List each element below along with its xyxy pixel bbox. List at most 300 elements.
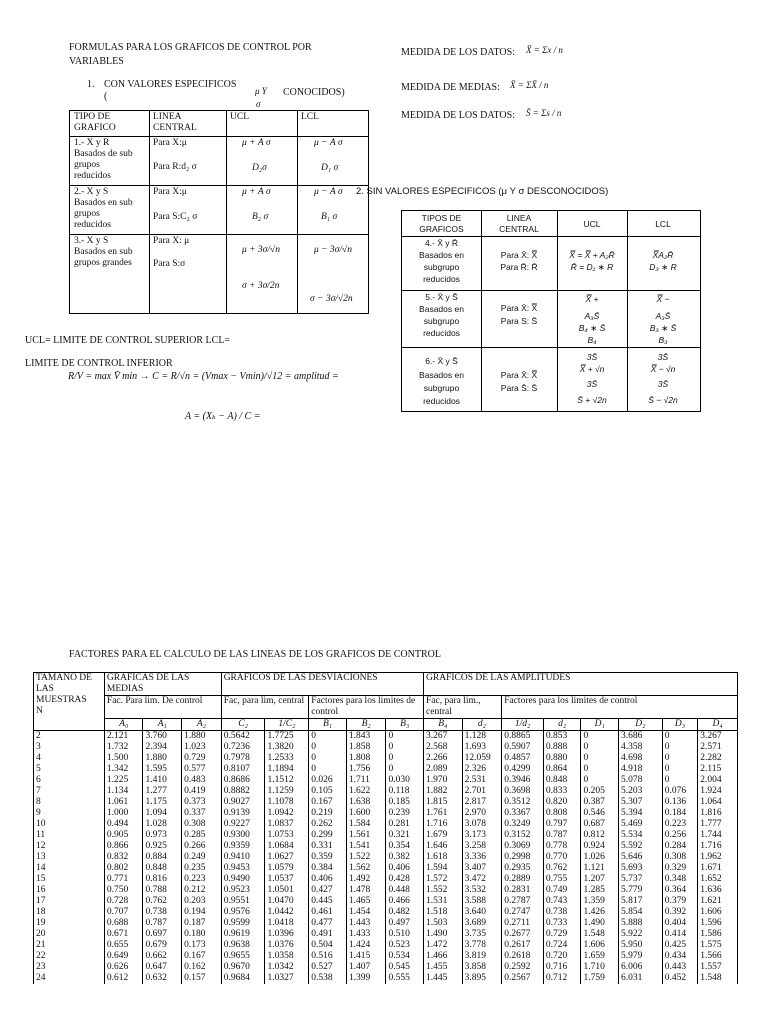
table-cell: 1.0684: [265, 841, 309, 852]
table-cell: 1.777: [698, 819, 738, 830]
table-cell: 0.321: [386, 830, 424, 841]
table-cell: 0.406: [309, 874, 347, 885]
table-cell: 0.738: [143, 907, 182, 918]
row1-ucl-2: D₂σ: [252, 163, 267, 173]
ucl-lcl-definition: UCL= LIMITE DE CONTROL SUPERIOR LCL=: [25, 335, 231, 346]
table-cell: 0.864: [543, 764, 581, 775]
table-cell: 13: [34, 852, 105, 863]
table-cell: 0.223: [662, 819, 697, 830]
table-cell: 1.0942: [265, 808, 309, 819]
table-cell: 17: [34, 896, 105, 907]
table-cell: 0.308: [182, 819, 222, 830]
col-header-5: B₁: [309, 719, 347, 731]
table-cell: 1.0501: [265, 885, 309, 896]
header-desviaciones: GRAFICOS DE LAS DESVIACIONES: [221, 673, 423, 696]
amplitude-formula: R/V = max V̄ min → C = R/√n = (Vmax − Vmin)/√12 = amplitud =: [68, 371, 339, 382]
table-cell: 1.285: [581, 885, 619, 896]
medida-medias-label: MEDIDA DE MEDIAS:: [401, 82, 500, 93]
table-cell: 1.584: [346, 819, 386, 830]
table-cell: 0.9655: [221, 951, 265, 962]
table-cell: 1.1078: [265, 797, 309, 808]
row2-central-1: Para X:μ: [153, 187, 187, 197]
table-cell: 2.571: [698, 742, 738, 753]
table-cell: 4.358: [618, 742, 662, 753]
table-cell: 0.445: [309, 896, 347, 907]
table-cell: 19: [34, 918, 105, 929]
table-cell: 0: [581, 764, 619, 775]
table-cell: 0.194: [182, 907, 222, 918]
table-cell: 1.0396: [265, 929, 309, 940]
table-cell: 1.531: [424, 896, 463, 907]
table-cell: 0.884: [143, 852, 182, 863]
col-header-6: B₂: [346, 719, 386, 731]
medida-datos2-label: MEDIDA DE LOS DATOS:: [401, 110, 515, 121]
table-cell: 1.433: [346, 929, 386, 940]
header-linea-2: CENTRAL: [153, 123, 197, 133]
table-cell: 0.466: [386, 896, 424, 907]
table-cell: 0.392: [662, 907, 697, 918]
table-cell: 0.9300: [221, 830, 265, 841]
table-cell: 1.646: [424, 841, 463, 852]
a-formula: A = (Xₖ − A) / C =: [185, 411, 261, 422]
table-cell: 1.600: [346, 808, 386, 819]
table-cell: 1.522: [346, 852, 386, 863]
table-cell: 0.235: [182, 863, 222, 874]
table-cell: 0.2831: [502, 885, 544, 896]
table-cell: 0.647: [143, 962, 182, 973]
table-cell: 1.557: [698, 962, 738, 973]
row1-lcl-2: D₁ σ: [321, 163, 339, 173]
table-cell: 0.8686: [221, 775, 265, 786]
table-cell: 3.258: [462, 841, 502, 852]
table-cell: 0.2711: [502, 918, 544, 929]
row1-type-4: reducidos: [74, 171, 111, 181]
row5-lcl-3: B₃ ∗ S̄: [649, 323, 677, 333]
table-cell: 0.9410: [221, 852, 265, 863]
table-cell: 0.9670: [221, 962, 265, 973]
known-values-table: [69, 110, 369, 314]
table-cell: 3.689: [462, 918, 502, 929]
table-row: [34, 830, 738, 841]
table-cell: 10: [34, 819, 105, 830]
table-cell: 0.2618: [502, 951, 544, 962]
table-cell: 18: [34, 907, 105, 918]
table-cell: 1.552: [424, 885, 463, 896]
col-header-15: D₄: [698, 719, 738, 731]
table-cell: 1.759: [581, 973, 619, 984]
table-cell: 0.750: [104, 885, 143, 896]
table-cell: 0: [581, 775, 619, 786]
table-cell: 0.364: [662, 885, 697, 896]
formula-mean-means: X̄ = ΣX̄ / n: [510, 80, 549, 90]
table-cell: 0.848: [543, 775, 581, 786]
table-cell: 1.744: [698, 830, 738, 841]
table-cell: 1.732: [104, 742, 143, 753]
table-cell: 1.026: [581, 852, 619, 863]
table-cell: 0.425: [662, 940, 697, 951]
table-cell: 1.541: [346, 841, 386, 852]
table-cell: 0.2889: [502, 874, 544, 885]
table-cell: 1.0627: [265, 852, 309, 863]
table-cell: 0.414: [662, 929, 697, 940]
factors-title: FACTORES PARA EL CALCULO DE LAS LINEAS DE LOS GRAFICOS DE CONTROL: [69, 649, 441, 660]
table-cell: 0.832: [104, 852, 143, 863]
table-cell: 0.2935: [502, 863, 544, 874]
unknown-values-table: [401, 210, 701, 412]
header-sample-size: [34, 673, 105, 731]
table-cell: 0.434: [662, 951, 697, 962]
table-cell: 6.031: [618, 973, 662, 984]
table-cell: 3.686: [618, 731, 662, 743]
item1-paren: (: [104, 91, 108, 102]
table-cell: 0: [581, 753, 619, 764]
row1-type-2: Basados de sub: [74, 149, 133, 159]
table-cell: 2.568: [424, 742, 463, 753]
table-cell: 0.9027: [221, 797, 265, 808]
table-cell: 1.1894: [265, 764, 309, 775]
table-cell: 0: [309, 764, 347, 775]
table-cell: 1.134: [104, 786, 143, 797]
table-cell: 0.9359: [221, 841, 265, 852]
mu-y-label: μ Y: [255, 86, 267, 96]
table-cell: 0.285: [182, 830, 222, 841]
table-cell: 1.407: [346, 962, 386, 973]
table-cell: 0.8107: [221, 764, 265, 775]
table-cell: 0.733: [543, 918, 581, 929]
row4-ucl-2: R̄ = D₁ ∗ R: [570, 262, 614, 272]
row4-ucl-1: X̿ = X̿ + A₂R̄: [569, 250, 615, 260]
header-lcl: LCL: [301, 112, 319, 122]
col-header-8: B₄: [424, 719, 463, 731]
row5-type-2: Basados en: [419, 304, 464, 314]
item1-text: CON VALORES ESPECIFICOS: [104, 79, 237, 90]
conocidos-label: CONOCIDOS): [283, 87, 345, 98]
table-cell: 3.078: [462, 819, 502, 830]
row5-type-4: reducidos: [423, 328, 460, 338]
table-cell: 0.655: [104, 940, 143, 951]
table-row: [34, 797, 738, 808]
table-cell: 0.820: [543, 797, 581, 808]
table-cell: 0.697: [143, 929, 182, 940]
table-cell: 1.225: [104, 775, 143, 786]
table-cell: 0.299: [309, 830, 347, 841]
table-cell: 0.3698: [502, 786, 544, 797]
row4-type: 4.- X̄ y R̄: [424, 238, 459, 248]
table-cell: 0.649: [104, 951, 143, 962]
table-cell: 3.819: [462, 951, 502, 962]
table-row: [34, 940, 738, 951]
table-cell: 0.404: [662, 918, 697, 929]
table-cell: 2.970: [462, 808, 502, 819]
header-fac-central-2: Fac, para lim., central: [424, 696, 502, 719]
table-cell: 1.756: [346, 764, 386, 775]
table-cell: 1.815: [424, 797, 463, 808]
table-cell: 0.203: [182, 896, 222, 907]
table-cell: 0.3512: [502, 797, 544, 808]
table-cell: 0: [662, 764, 697, 775]
table-cell: 5.950: [618, 940, 662, 951]
table-cell: 1.0418: [265, 918, 309, 929]
table-cell: 0.9490: [221, 874, 265, 885]
table-cell: 1.882: [424, 786, 463, 797]
table-cell: 0.743: [543, 896, 581, 907]
table-row: [34, 951, 738, 962]
table-cell: 0: [662, 742, 697, 753]
table-cell: 1.410: [143, 775, 182, 786]
table-cell: 2.121: [104, 731, 143, 743]
table-cell: 3.895: [462, 973, 502, 984]
table-cell: 1.0753: [265, 830, 309, 841]
factors-table: [33, 672, 738, 984]
table-cell: 0.162: [182, 962, 222, 973]
row4-central-2: Para R̄: R̄: [500, 262, 538, 272]
row3-lcl-2: σ − 3σ/√2n: [310, 294, 353, 304]
table-cell: 0.880: [543, 753, 581, 764]
table-cell: 5.646: [618, 852, 662, 863]
table-row: [34, 819, 738, 830]
row2-type: 2.- X y S: [74, 187, 109, 197]
table-cell: 0.354: [386, 841, 424, 852]
table-cell: 3.778: [462, 940, 502, 951]
table-cell: 0.905: [104, 830, 143, 841]
table-cell: 0.249: [182, 852, 222, 863]
table-cell: 0: [662, 731, 697, 743]
row6-lcl-3: 3S̄: [657, 379, 669, 389]
table-cell: 0.888: [543, 742, 581, 753]
table-cell: 1.7725: [265, 731, 309, 743]
row1-central-2: Para R:d₂ σ: [153, 162, 197, 172]
col-header-0: A₀: [104, 719, 143, 731]
table-cell: 1.1512: [265, 775, 309, 786]
row5-type-3: subgrupo: [423, 316, 460, 326]
col-header-14: D₃: [662, 719, 697, 731]
table-cell: 2.326: [462, 764, 502, 775]
table-cell: 11: [34, 830, 105, 841]
table-cell: 1.121: [581, 863, 619, 874]
row6-lcl-1: 3S̄: [657, 352, 669, 362]
table-cell: 0.419: [182, 786, 222, 797]
col-header-1: A₁: [143, 719, 182, 731]
table-cell: 1.606: [698, 907, 738, 918]
table-row: [34, 874, 738, 885]
table-cell: 5.737: [618, 874, 662, 885]
table-cell: 8: [34, 797, 105, 808]
table-cell: 0.382: [386, 852, 424, 863]
table-cell: 0.281: [386, 819, 424, 830]
table-cell: 0.626: [104, 962, 143, 973]
table-cell: 0.428: [386, 874, 424, 885]
table-cell: 5.534: [618, 830, 662, 841]
h-tam-2: LAS: [36, 684, 54, 694]
table-cell: 0.771: [104, 874, 143, 885]
table-cell: 1.880: [143, 753, 182, 764]
table-cell: 0.7978: [221, 753, 265, 764]
table-cell: 0.4299: [502, 764, 544, 775]
table-cell: 22: [34, 951, 105, 962]
row5-lcl-4: B₃: [658, 335, 668, 345]
table-cell: 4.918: [618, 764, 662, 775]
table-row: [34, 841, 738, 852]
table-cell: 0: [581, 731, 619, 743]
table-cell: 1.454: [346, 907, 386, 918]
item1-number: 1.: [87, 79, 95, 90]
header-tipo-2: GRAFICO: [74, 123, 116, 133]
table-row: [34, 808, 738, 819]
table-cell: 5.817: [618, 896, 662, 907]
table-cell: 0.510: [386, 929, 424, 940]
table-row: [34, 896, 738, 907]
table-cell: 0.797: [543, 819, 581, 830]
table-cell: 1.808: [346, 753, 386, 764]
row1-ucl-1: μ + A σ: [242, 138, 271, 148]
table-cell: 6.006: [618, 962, 662, 973]
h-tam-1: TAMAÑO DE: [36, 673, 92, 683]
table-cell: 1.000: [104, 808, 143, 819]
table-cell: 0.4857: [502, 753, 544, 764]
table-cell: 0.3069: [502, 841, 544, 852]
table-cell: 0: [662, 753, 697, 764]
row2-ucl-1: μ + A σ: [242, 187, 271, 197]
table-cell: 1.618: [424, 852, 463, 863]
table-row: [34, 753, 738, 764]
header-amplitudes: GRAFICOS DE LAS AMPLITUDES: [424, 673, 738, 696]
table-cell: 4.698: [618, 753, 662, 764]
table-cell: 0.184: [662, 808, 697, 819]
table-cell: 0.577: [182, 764, 222, 775]
table-cell: 1.843: [346, 731, 386, 743]
row4-central-1: Para X̄: X̿: [500, 250, 538, 260]
table-cell: 3.173: [462, 830, 502, 841]
table-cell: 0: [386, 764, 424, 775]
table-cell: 0.679: [143, 940, 182, 951]
table-row: [34, 742, 738, 753]
row3-type: 3.- X y S: [74, 236, 109, 246]
table-cell: 0.157: [182, 973, 222, 984]
table-cell: 1.490: [581, 918, 619, 929]
table-cell: 2.282: [698, 753, 738, 764]
table-cell: 0.494: [104, 819, 143, 830]
table-cell: 1.659: [581, 951, 619, 962]
row4-type-3: subgrupo: [423, 262, 460, 272]
table-cell: 0.2787: [502, 896, 544, 907]
table-cell: 1.0358: [265, 951, 309, 962]
table-cell: 5.394: [618, 808, 662, 819]
table-cell: 0: [386, 742, 424, 753]
table-cell: 1.693: [462, 742, 502, 753]
table-cell: 0: [581, 742, 619, 753]
table-cell: 1.561: [346, 830, 386, 841]
table-row: [34, 885, 738, 896]
row4-type-2: Basados en: [419, 250, 464, 260]
table-cell: 0.9227: [221, 819, 265, 830]
row6-type-2: Basados en: [419, 370, 464, 380]
table-cell: 0.2617: [502, 940, 544, 951]
table-cell: 3.532: [462, 885, 502, 896]
table-cell: 0.173: [182, 940, 222, 951]
table-cell: 1.638: [346, 797, 386, 808]
table-cell: 0.9139: [221, 808, 265, 819]
table-cell: 1.548: [581, 929, 619, 940]
table-cell: 0.266: [182, 841, 222, 852]
table-cell: 1.562: [346, 863, 386, 874]
table-cell: 1.671: [698, 863, 738, 874]
table-cell: 1.466: [424, 951, 463, 962]
table-cell: 0.853: [543, 731, 581, 743]
row4-lcl-1: X̿A₂R̄: [652, 250, 674, 260]
table-cell: 0.662: [143, 951, 182, 962]
table-cell: 0.749: [543, 885, 581, 896]
table-cell: 0.427: [309, 885, 347, 896]
table-cell: 3.735: [462, 929, 502, 940]
table-cell: 3.472: [462, 874, 502, 885]
table-cell: 0.387: [581, 797, 619, 808]
table-cell: 1.0579: [265, 863, 309, 874]
table-cell: 0.762: [543, 863, 581, 874]
table-row: [34, 929, 738, 940]
table-cell: 0.778: [543, 841, 581, 852]
header-linea-1: LINEA: [153, 112, 182, 122]
table-cell: 1.503: [424, 918, 463, 929]
table-cell: 2.089: [424, 764, 463, 775]
t2-header-lcl: LCL: [655, 219, 671, 229]
table-cell: 16: [34, 885, 105, 896]
table-cell: 5.592: [618, 841, 662, 852]
table-cell: 1.478: [346, 885, 386, 896]
table-cell: 1.594: [424, 863, 463, 874]
table-cell: 0.555: [386, 973, 424, 984]
table-cell: 0: [662, 775, 697, 786]
table-cell: 1.566: [698, 951, 738, 962]
h-tam-3: MUESTRAS: [36, 695, 87, 705]
table-cell: 0.5907: [502, 742, 544, 753]
table-cell: 7: [34, 786, 105, 797]
table-cell: 1.207: [581, 874, 619, 885]
table-cell: 0.866: [104, 841, 143, 852]
table-cell: 5.779: [618, 885, 662, 896]
table-cell: 0.728: [104, 896, 143, 907]
table-row: [34, 775, 738, 786]
table-cell: 1.128: [462, 731, 502, 743]
table-cell: 2.115: [698, 764, 738, 775]
table-cell: 15: [34, 874, 105, 885]
table-cell: 0.688: [104, 918, 143, 929]
table-cell: 5.307: [618, 797, 662, 808]
row2-lcl-1: μ − A σ: [314, 187, 343, 197]
table-cell: 1.621: [698, 896, 738, 907]
table-cell: 3.588: [462, 896, 502, 907]
table-cell: 0.384: [309, 863, 347, 874]
table-cell: 0.167: [309, 797, 347, 808]
table-cell: 2: [34, 731, 105, 743]
table-cell: 12: [34, 841, 105, 852]
table-row: [34, 852, 738, 863]
table-cell: 1.028: [143, 819, 182, 830]
t2-header-tipos-1: TIPOS DE: [421, 213, 462, 223]
table-cell: 0.538: [309, 973, 347, 984]
row2-type-3: grupos: [74, 209, 100, 219]
table-cell: 0.9523: [221, 885, 265, 896]
table-cell: 0.848: [143, 863, 182, 874]
row6-central-2: Para S̄: S̄: [500, 383, 538, 393]
row6-ucl-4: S̄ + √2n: [577, 395, 607, 405]
table-cell: 0.2677: [502, 929, 544, 940]
row5-lcl-2: A₃S̄: [655, 311, 671, 321]
table-cell: 1.094: [143, 808, 182, 819]
table-cell: 0.516: [309, 951, 347, 962]
table-cell: 1.652: [698, 874, 738, 885]
row4-type-4: reducidos: [423, 274, 460, 284]
col-header-11: d₂: [543, 719, 581, 731]
